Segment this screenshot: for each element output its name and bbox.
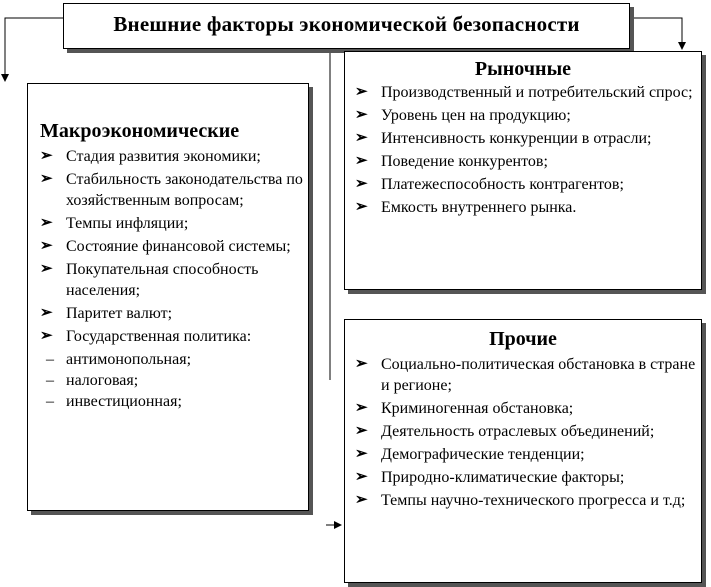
- bullet-arrow-icon: ➢: [355, 176, 368, 192]
- bullet-arrow-icon: ➢: [355, 153, 368, 169]
- other-list: [353, 354, 697, 513]
- bullet-arrow-icon: ➢: [355, 469, 368, 485]
- list-item: ➢ Темпы инфляции;: [40, 215, 189, 232]
- bullet-arrow-icon: ➢: [355, 423, 368, 439]
- macro-heading: Макроэкономические: [40, 120, 240, 142]
- sub-list-item: – налоговая;: [46, 372, 139, 389]
- bullet-arrow-icon: ➢: [355, 492, 368, 508]
- diagram-title: Внешние факторы экономической безопасности: [113, 12, 580, 36]
- list-item: ➢ Поведение конкурентов;: [355, 153, 548, 170]
- bullet-arrow-icon: ➢: [40, 215, 53, 231]
- bullet-arrow-icon: ➢: [40, 171, 53, 187]
- bullet-arrow-icon: ➢: [40, 261, 53, 277]
- market-heading: Рыночные: [474, 58, 572, 80]
- list-item: ➢ Уровень цен на продукцию;: [355, 107, 571, 124]
- bullet-arrow-icon: ➢: [355, 84, 368, 100]
- bullet-arrow-icon: ➢: [40, 238, 53, 254]
- dash-icon: –: [46, 393, 54, 410]
- bullet-arrow-icon: ➢: [40, 328, 53, 344]
- list-item: ➢ Производственный и потребительский спрос;: [355, 84, 693, 101]
- policy-sublist: [46, 349, 306, 412]
- market-factors-box: [344, 51, 702, 290]
- list-item: ➢ Паритет валют;: [40, 305, 173, 322]
- list-item: ➢ Государственная политика: – антимонопольная; – налоговая; – инвестиционная;: [38, 326, 306, 412]
- connector-right: [630, 18, 682, 48]
- dash-icon: –: [46, 351, 54, 368]
- sub-list-item: – антимонопольная;: [46, 351, 192, 368]
- bullet-arrow-icon: ➢: [355, 199, 368, 215]
- other-factors-box: [344, 319, 702, 583]
- list-item: ➢ Природно-климатические факторы;: [355, 469, 625, 486]
- bullet-arrow-icon: ➢: [355, 446, 368, 462]
- list-item: ➢ Платежеспособность контрагентов;: [355, 176, 624, 193]
- bullet-arrow-icon: ➢: [40, 305, 53, 321]
- dash-icon: –: [46, 372, 54, 389]
- list-item: ➢ Криминогенная обстановка;: [355, 400, 574, 417]
- bullet-arrow-icon: ➢: [355, 356, 368, 372]
- other-heading: Прочие: [489, 328, 557, 350]
- list-item: ➢ Стабильность законодательства по хозяйственным вопросам;: [40, 171, 303, 209]
- list-item: ➢ Состояние финансовой системы;: [40, 238, 291, 255]
- connector-left: [5, 18, 63, 80]
- list-item: ➢ Социально-политическая обстановка в стране и регионе;: [355, 356, 696, 394]
- list-item: ➢ Деятельность отраслевых объединений;: [355, 423, 655, 440]
- bullet-arrow-icon: ➢: [355, 130, 368, 146]
- sub-list-item: – инвестиционная;: [46, 393, 182, 410]
- market-list: [353, 82, 697, 220]
- list-item: ➢ Стадия развития экономики;: [40, 148, 261, 165]
- list-item: ➢ Покупательная способность населения;: [40, 261, 259, 299]
- list-item: ➢ Емкость внутреннего рынка.: [355, 199, 577, 216]
- list-item: ➢ Темпы научно-технического прогресса и т.д;: [355, 492, 686, 509]
- bullet-arrow-icon: ➢: [40, 148, 53, 164]
- title-box: [63, 3, 630, 49]
- bullet-arrow-icon: ➢: [355, 107, 368, 123]
- macro-list: [38, 146, 306, 414]
- bullet-arrow-icon: ➢: [355, 400, 368, 416]
- macro-factors-box: [27, 83, 309, 511]
- list-item: ➢ Интенсивность конкуренции в отрасли;: [355, 130, 652, 147]
- list-item: ➢ Демографические тенденции;: [355, 446, 585, 463]
